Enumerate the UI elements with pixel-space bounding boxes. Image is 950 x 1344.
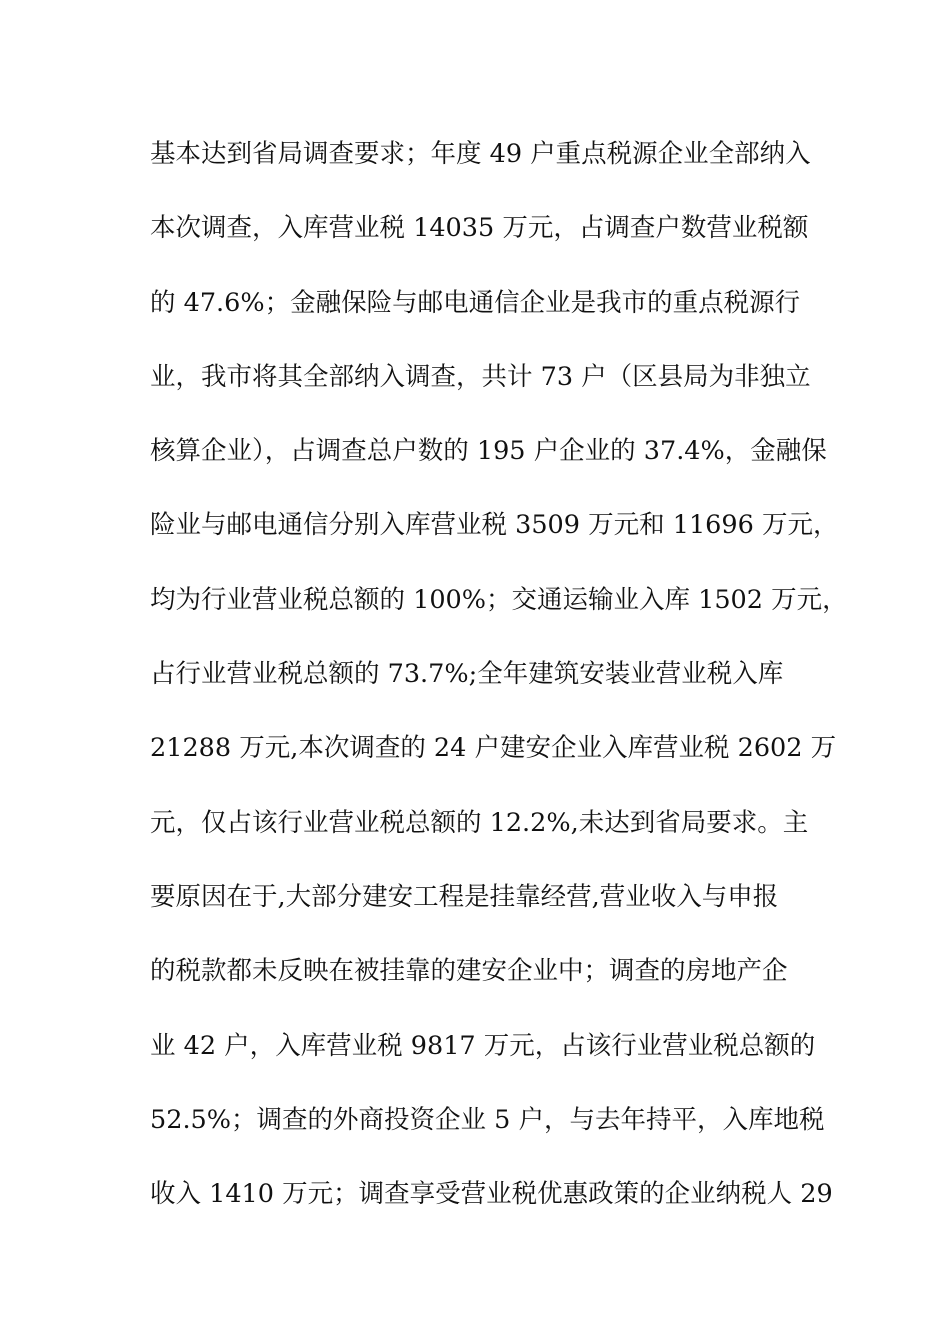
text-line: 核算企业），占调查总户数的 195 户企业的 37.4%，金融保	[150, 436, 827, 467]
text-line: 业，我市将其全部纳入调查，共计 73 户（区县局为非独立	[150, 361, 811, 392]
text-line: 元，仅占该行业营业税总额的 12.2%,未达到省局要求。主	[150, 807, 809, 838]
text-line: 基本达到省局调查要求；年度 49 户重点税源企业全部纳入	[150, 139, 811, 169]
text-line: 占行业营业税总额的 73.7%;全年建筑安装业营业税入库	[150, 659, 784, 690]
text-line: 收入 1410 万元；调查享受营业税优惠政策的企业纳税人 29	[150, 1179, 833, 1210]
text-line: 21288 万元,本次调查的 24 户建安企业入库营业税 2602 万	[150, 733, 837, 764]
text-line: 要原因在于,大部分建安工程是挂靠经营,营业收入与申报	[150, 881, 779, 912]
text-line: 业 42 户，入库营业税 9817 万元，占该行业营业税总额的	[150, 1030, 816, 1061]
text-line: 的税款都未反映在被挂靠的建安企业中；调查的房地产企	[150, 956, 788, 987]
text-line: 险业与邮电通信分别入库营业税 3509 万元和 11696 万元，	[150, 510, 839, 541]
text-line: 均为行业营业税总额的 100%；交通运输业入库 1502 万元，	[150, 584, 848, 615]
text-line: 本次调查，入库营业税 14035 万元，占调查户数营业税额	[150, 213, 809, 244]
text-line: 的 47.6%；金融保险与邮电通信企业是我市的重点税源行	[150, 287, 801, 318]
text-line: 52.5%；调查的外商投资企业 5 户，与去年持平，入库地税	[150, 1104, 825, 1135]
body-paragraph	[150, 122, 848, 1236]
